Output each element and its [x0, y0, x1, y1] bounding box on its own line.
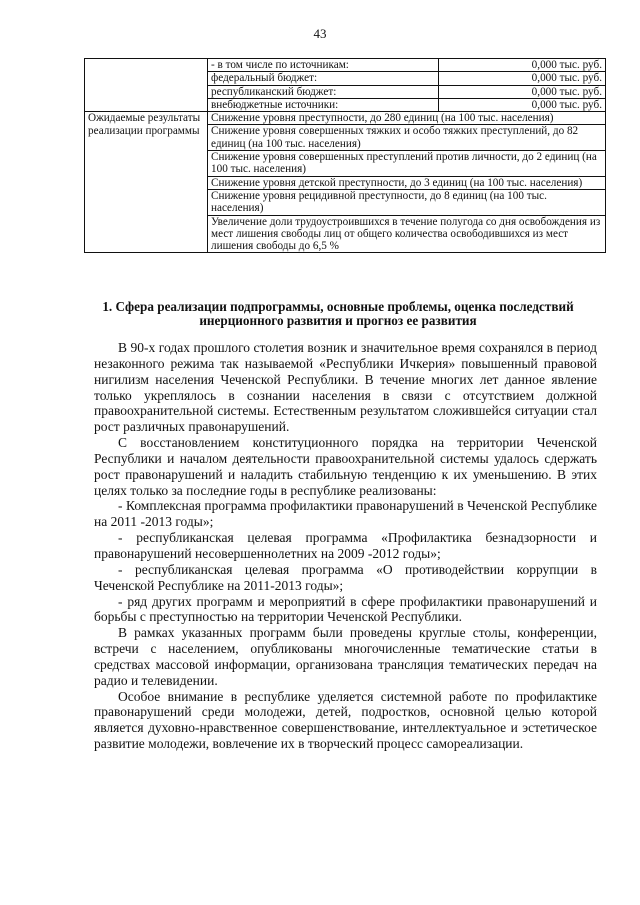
finance-row-label: внебюджетные источники:	[208, 98, 439, 111]
result-item: Снижение уровня детской преступности, до 3 единиц (на 100 тыс. населения)	[208, 176, 606, 189]
list-item: - республиканская целевая программа «Профилактика безнадзорности и правонарушений несовершеннолетних на 2009 -2012 годы»;	[94, 530, 597, 561]
result-item: Снижение уровня рецидивной преступности, до 8 единиц (на 100 тыс. населения)	[208, 189, 606, 215]
table-row	[85, 59, 606, 72]
finance-row-label: республиканский бюджет:	[208, 85, 439, 98]
result-item: Снижение уровня преступности, до 280 единиц (на 100 тыс. населения)	[208, 112, 606, 125]
paragraph: С восстановлением конституционного порядка на территории Чеченской Республики и началом деятельности правоохранительной системы удалось сдержать рост правонарушений и наладить стабильную тенденцию к их уменьшению. В этих целях только за последние годы в республике реализованы:	[94, 435, 597, 498]
table-row	[85, 112, 606, 125]
paragraph: Особое внимание в республике уделяется системной работе по профилактике правонарушений среди молодежи, детей, подростков, основной целью которой является духовно-нравственное совершенствование, интеллектуальное и эстетическое развитие молодежи, вовлечение их в творческий процесс самореализации.	[94, 688, 597, 752]
result-item: Снижение уровня совершенных преступлений против личности, до 2 единиц (на 100 тыс. населения)	[208, 151, 606, 177]
finance-row-value: 0,000 тыс. руб.	[439, 72, 606, 85]
body-text	[94, 340, 597, 752]
result-item: Снижение уровня совершенных тяжких и особо тяжких преступлений, до 82 единиц (на 100 тыс. населения)	[208, 125, 606, 151]
finance-row-label: - в том числе по источникам:	[208, 59, 439, 72]
section-title: 1. Сфера реализации подпрограммы, основные проблемы, оценка последствий инерционного развития и прогноз ее развития	[102, 299, 574, 328]
finance-row-label: федеральный бюджет:	[208, 72, 439, 85]
program-passport-table	[84, 58, 606, 253]
result-item: Увеличение доли трудоустроившихся в течение полугода со дня освобождения из мест лишения свободы лиц от общего количества освободившихся из мест лишения свободы до 6,5 %	[208, 215, 606, 253]
paragraph: В 90-х годах прошлого столетия возник и значительное время сохранялся в период незаконного режима так называемой «Республики Ичкерия» повышенный правовой нигилизм населения Чеченской Республики. В течение многих лет данное явление только укреплялось в сознании населения в связи с отсутствием должной правоохранительной системы. Естественным результатом сложившейся ситуации стал рост различных правонарушений.	[94, 340, 597, 435]
page-number: 43	[313, 26, 327, 41]
finance-row-value: 0,000 тыс. руб.	[439, 85, 606, 98]
finance-row-value: 0,000 тыс. руб.	[439, 59, 606, 72]
list-item: - Комплексная программа профилактики правонарушений в Чеченской Республике на 2011 -2013 годы»;	[94, 498, 597, 530]
finance-row-value: 0,000 тыс. руб.	[439, 98, 606, 111]
list-item: - республиканская целевая программа «О противодействии коррупции в Чеченской Республике на 2011-2013 годы»;	[94, 561, 597, 593]
paragraph: В рамках указанных программ были проведены круглые столы, конференции, встречи с населением, опубликованы многочисленные тематические статьи в средствах массовой информации, организована трансляция тематических передач на радио и телевидении.	[94, 625, 597, 688]
list-item: - ряд других программ и мероприятий в сфере профилактики правонарушений и борьбы с преступностью на территории Чеченской Республики.	[94, 593, 597, 625]
empty-label-cell	[85, 59, 208, 112]
results-label: Ожидаемые результаты реализации программы	[85, 112, 208, 253]
